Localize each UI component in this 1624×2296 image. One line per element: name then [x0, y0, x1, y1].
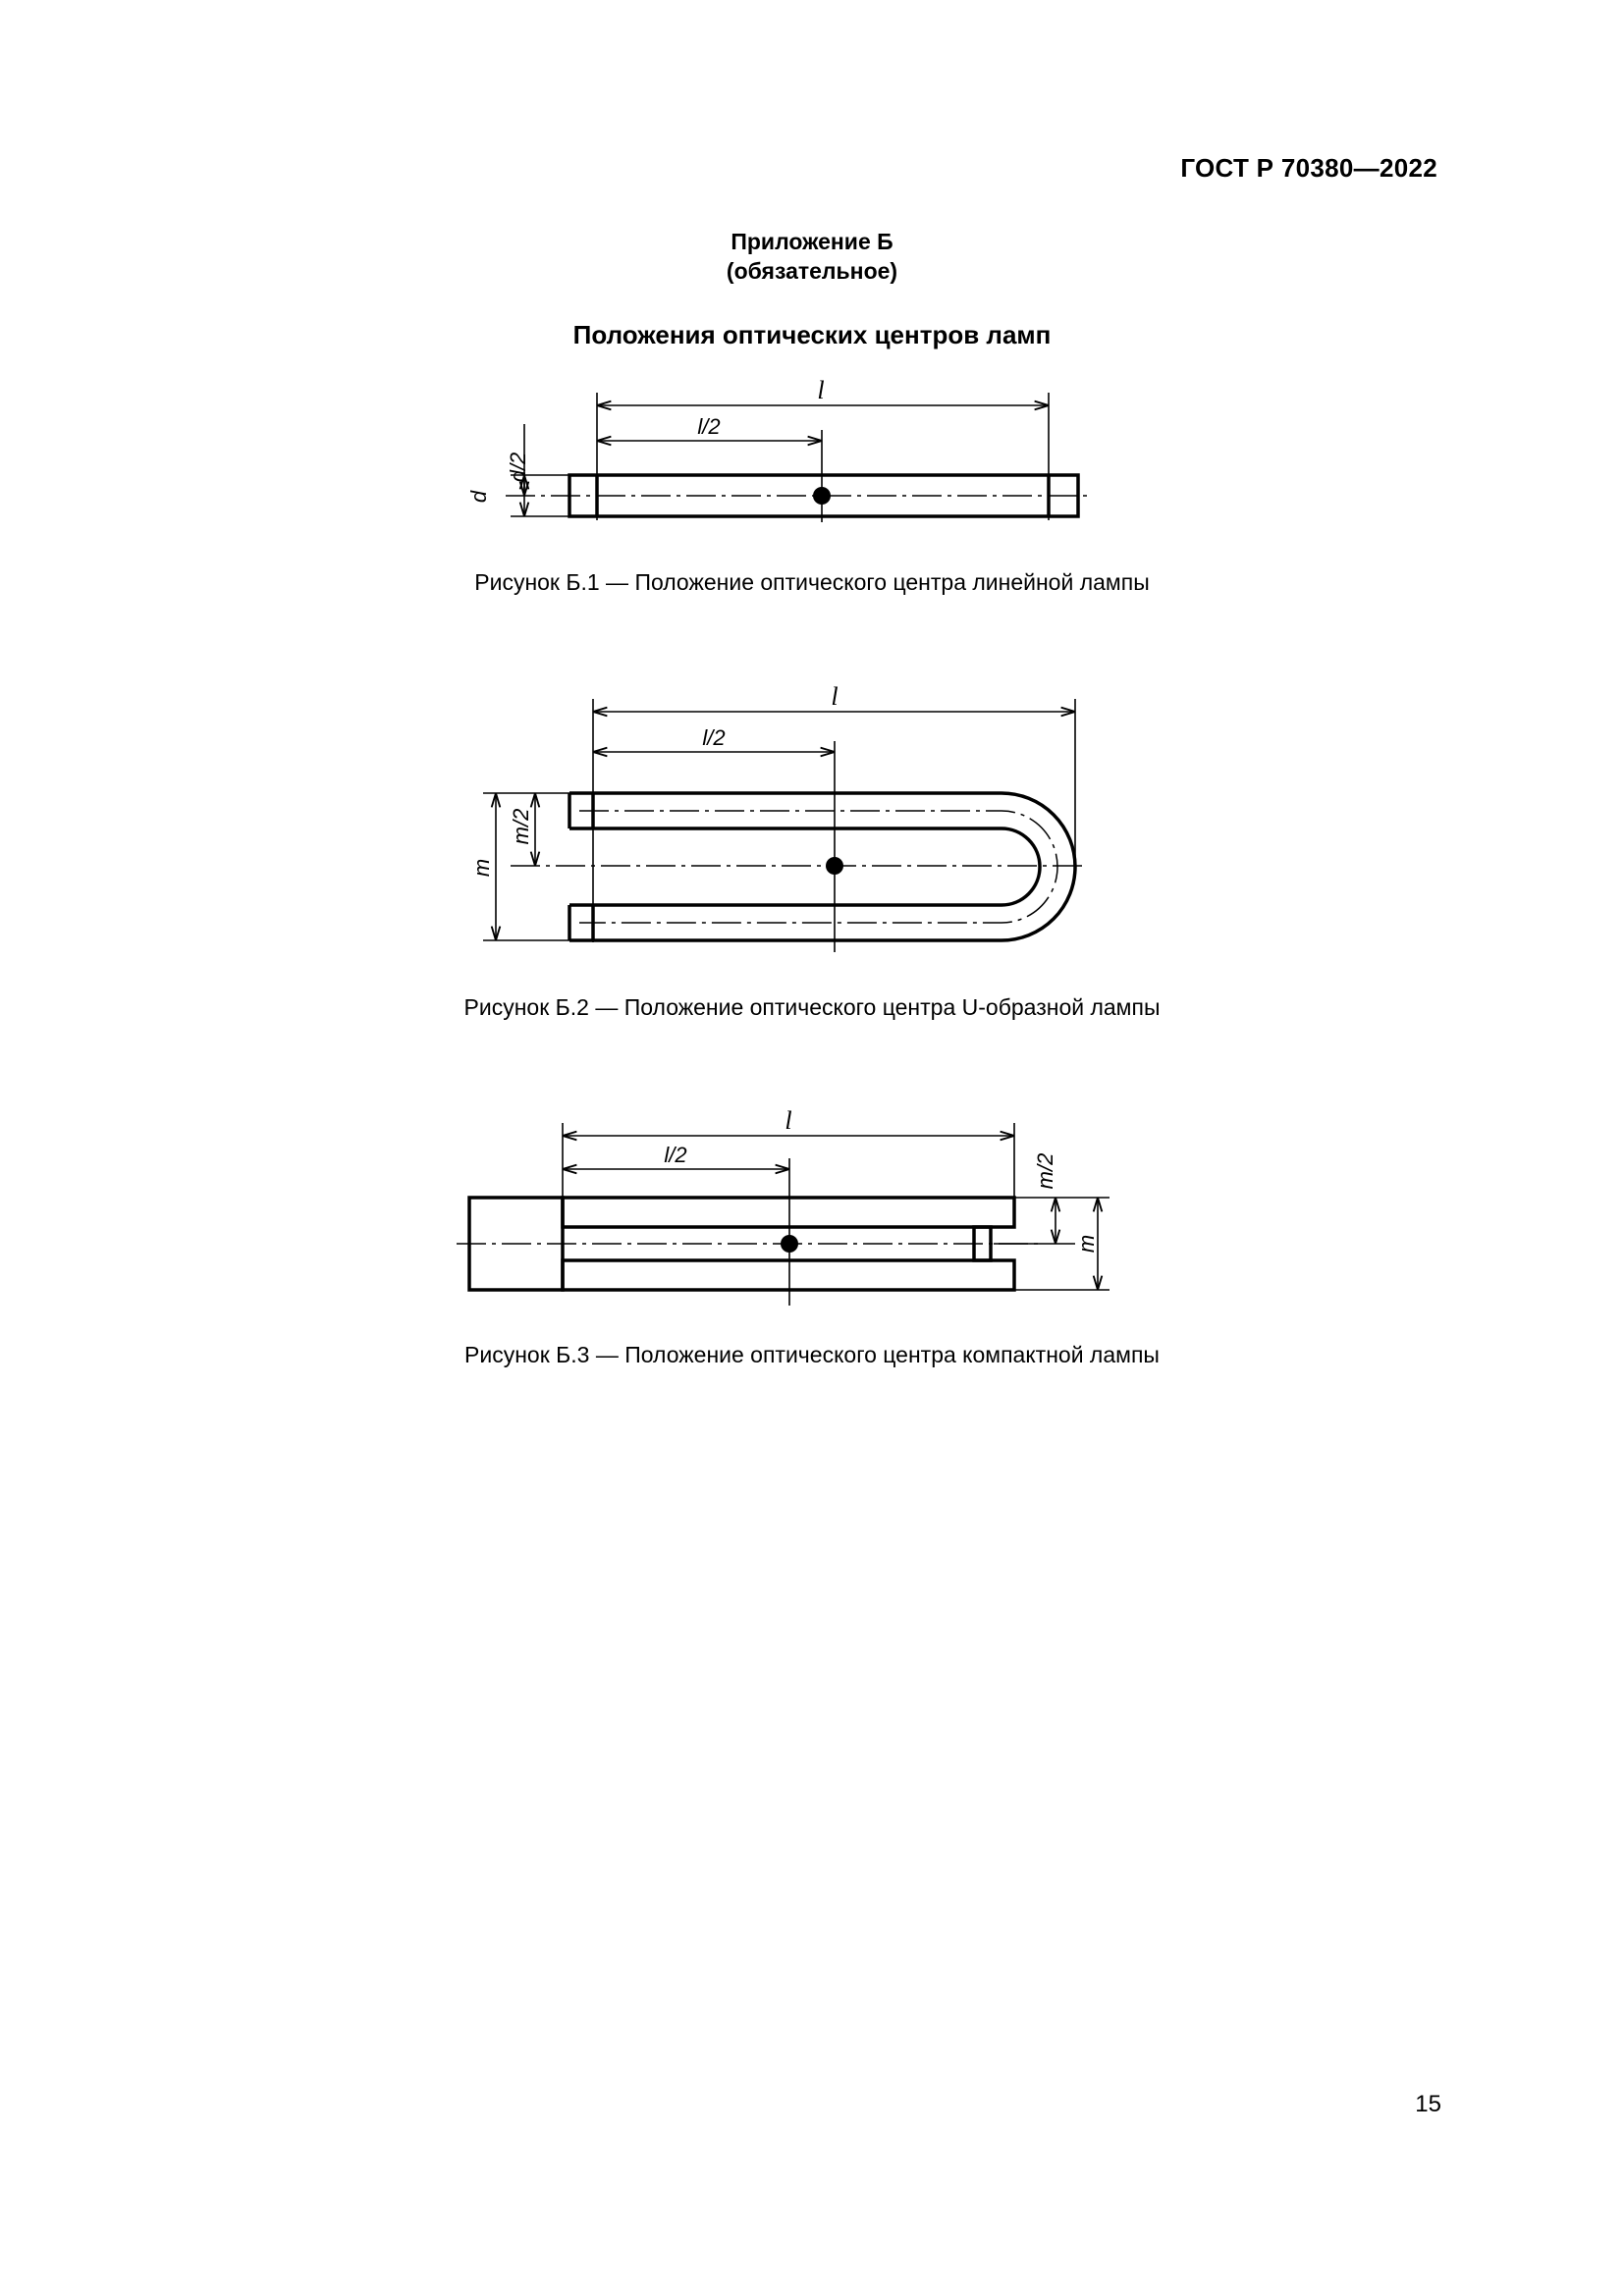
figure-1-caption: Рисунок Б.1 — Положение оптического центра линейной лампы [474, 569, 1150, 595]
dimension-l: l [817, 376, 825, 404]
dimension-m: m [469, 858, 494, 878]
dimension-l-half: l/2 [664, 1143, 687, 1167]
section-title: Положения оптических центров ламп [572, 320, 1052, 349]
dimension-d: d [466, 490, 491, 504]
figure-3-caption: Рисунок Б.3 — Положение оптического центра компактной лампы [464, 1342, 1160, 1367]
dimension-l: l [785, 1106, 792, 1135]
dimension-m-half: m/2 [1033, 1152, 1057, 1190]
figure-2-u-lamp-drawing [0, 677, 1624, 962]
dimension-d-half: d/2 [506, 452, 530, 483]
appendix-title: Приложение Б [731, 229, 893, 254]
dimension-l-half: l/2 [697, 414, 721, 439]
dimension-m-half: m/2 [509, 808, 533, 845]
dimension-l-half: l/2 [702, 725, 726, 750]
page-number: 15 [1415, 2091, 1441, 2117]
figure-2-caption: Рисунок Б.2 — Положение оптического центра U-образной лампы [463, 994, 1161, 1020]
dimension-m: m [1074, 1234, 1099, 1254]
figure-3-compact-lamp-drawing [0, 1099, 1624, 1315]
figure-1-linear-lamp-drawing [0, 373, 1624, 540]
dimension-l: l [831, 682, 839, 711]
appendix-status: (обязательное) [726, 258, 898, 284]
document-code: ГОСТ Р 70380—2022 [1180, 153, 1437, 183]
